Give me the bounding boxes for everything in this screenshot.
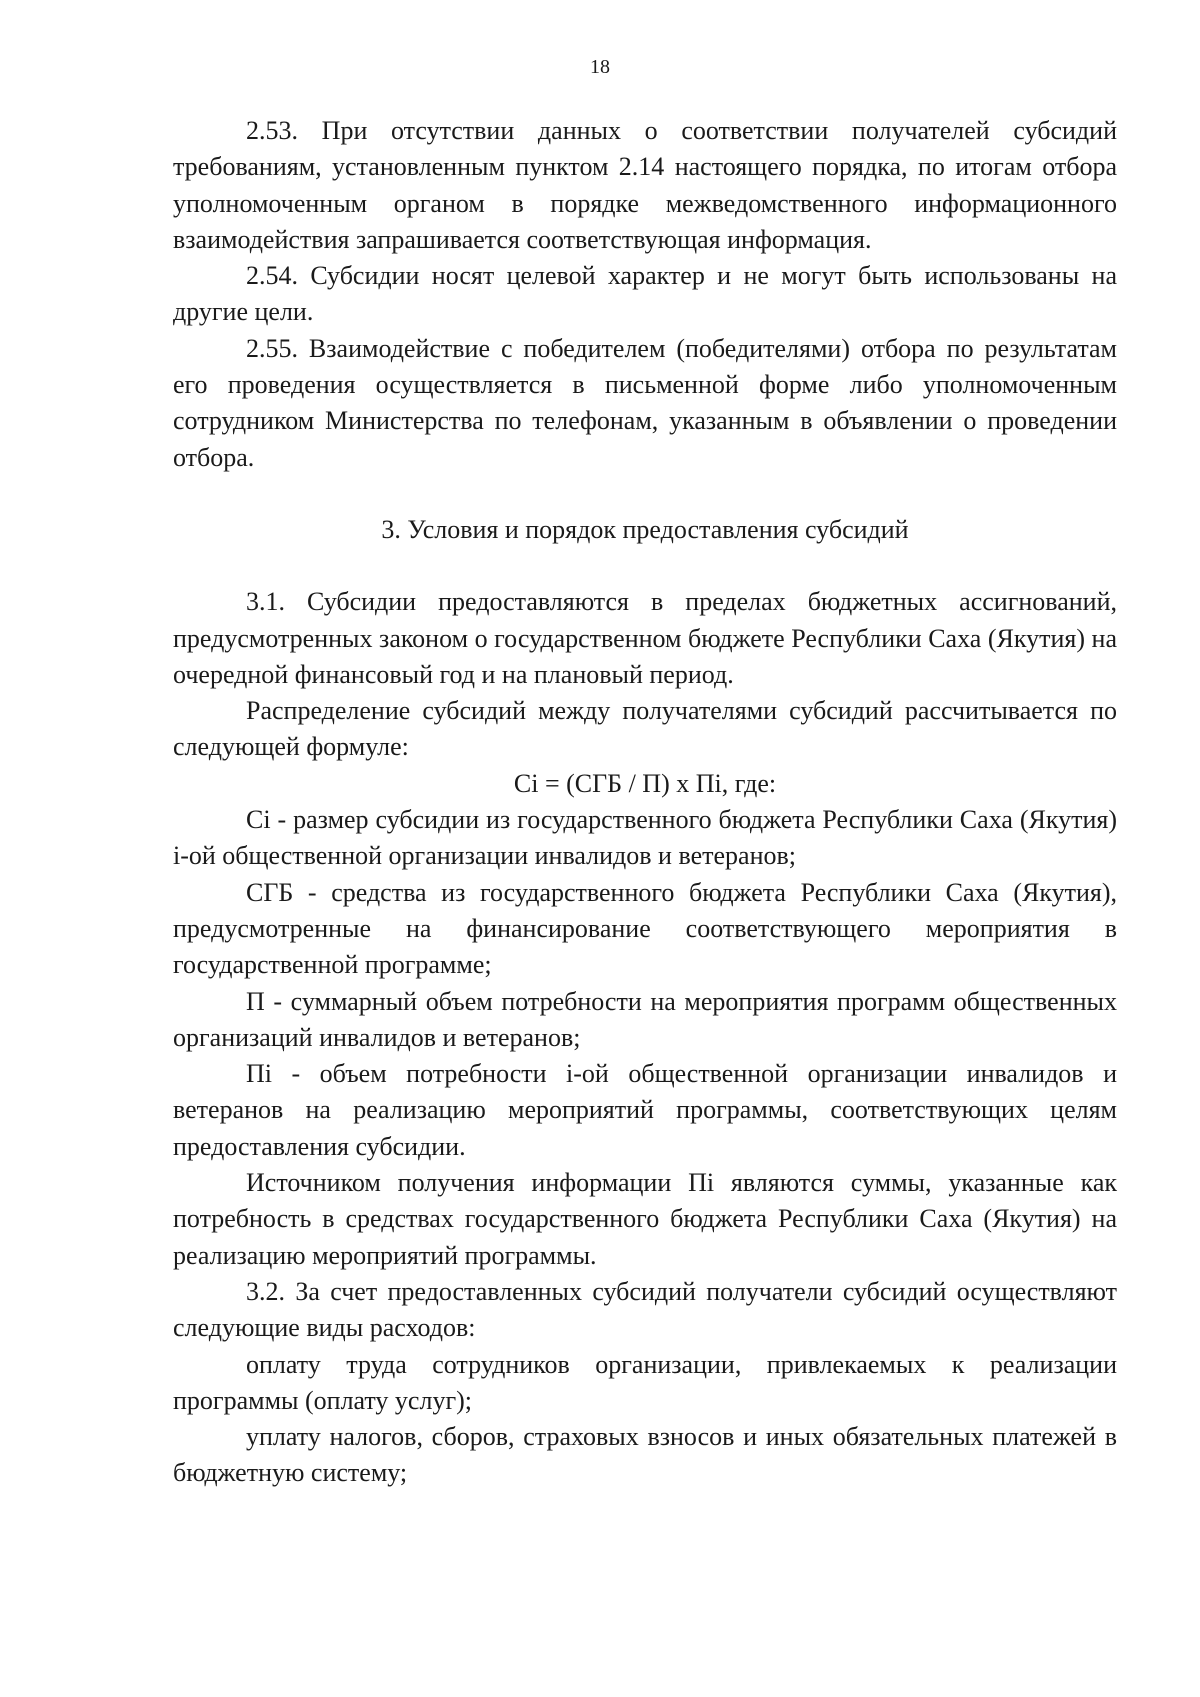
paragraph-pi-definition: Пi - объем потребности i-ой общественной организации инвалидов и ветеранов на реализацию мероприятий программы, соответствующих целям предоставления субсидии.	[173, 1059, 1117, 1161]
spacer	[173, 476, 1117, 512]
page-number: 18	[590, 56, 610, 78]
paragraph-sgb-definition: СГБ - средства из государственного бюджета Республики Саха (Якутия), предусмотренные на финансирование соответствующего мероприятия в государственной программе;	[173, 877, 1117, 980]
section-heading: 3. Условия и порядок предоставления субсидий	[381, 514, 909, 544]
spacer	[173, 548, 1117, 584]
formula: Ci = (СГБ / П) x Пi, где:	[513, 768, 777, 798]
paragraph-ci-definition: Ci - размер субсидии из государственного бюджета Республики Саха (Якутия) i-ой общественной организации инвалидов и ветеранов;	[173, 805, 1117, 871]
paragraph-distribution: Распределение субсидий между получателями субсидий рассчитывается по следующей формуле:	[173, 696, 1117, 762]
paragraph-p-definition: П - суммарный объем потребности на мероприятия программ общественных организаций инвалидов и ветеранов;	[173, 986, 1117, 1052]
document-body	[173, 113, 1117, 1492]
paragraph-2-54: 2.54. Субсидии носят целевой характер и не могут быть использованы на другие цели.	[173, 261, 1117, 327]
paragraph-2-53: 2.53. При отсутствии данных о соответствии получателей субсидий требованиям, установленным пунктом 2.14 настоящего порядка, по итогам отбора уполномоченным органом в порядке межведомственного информационного взаимодействия запрашивается соответствующая информация.	[173, 116, 1117, 254]
paragraph-3-2: 3.2. За счет предоставленных субсидий получатели субсидий осуществляют следующие виды расходов:	[173, 1276, 1117, 1343]
paragraph-expense-labor: оплату труда сотрудников организации, привлекаемых к реализации программы (оплату услуг);	[173, 1349, 1117, 1415]
paragraph-pi-source: Источником получения информации Пi являются суммы, указанные как потребность в средствах государственного бюджета Республики Саха (Якутия) на реализацию мероприятий программы.	[173, 1168, 1117, 1270]
paragraph-2-55: 2.55. Взаимодействие с победителем (победителями) отбора по результатам его проведения осуществляется в письменной форме либо уполномоченным сотрудником Министерства по телефонам, указанным в объявлении о проведении отбора.	[173, 333, 1117, 472]
paragraph-3-1: 3.1. Субсидии предоставляются в пределах бюджетных ассигнований, предусмотренных законом о государственном бюджете Республики Саха (Якутия) на очередной финансовый год и на плановый период.	[173, 587, 1117, 689]
paragraph-expense-taxes: уплату налогов, сборов, страховых взносов и иных обязательных платежей в бюджетную систему;	[173, 1422, 1117, 1488]
